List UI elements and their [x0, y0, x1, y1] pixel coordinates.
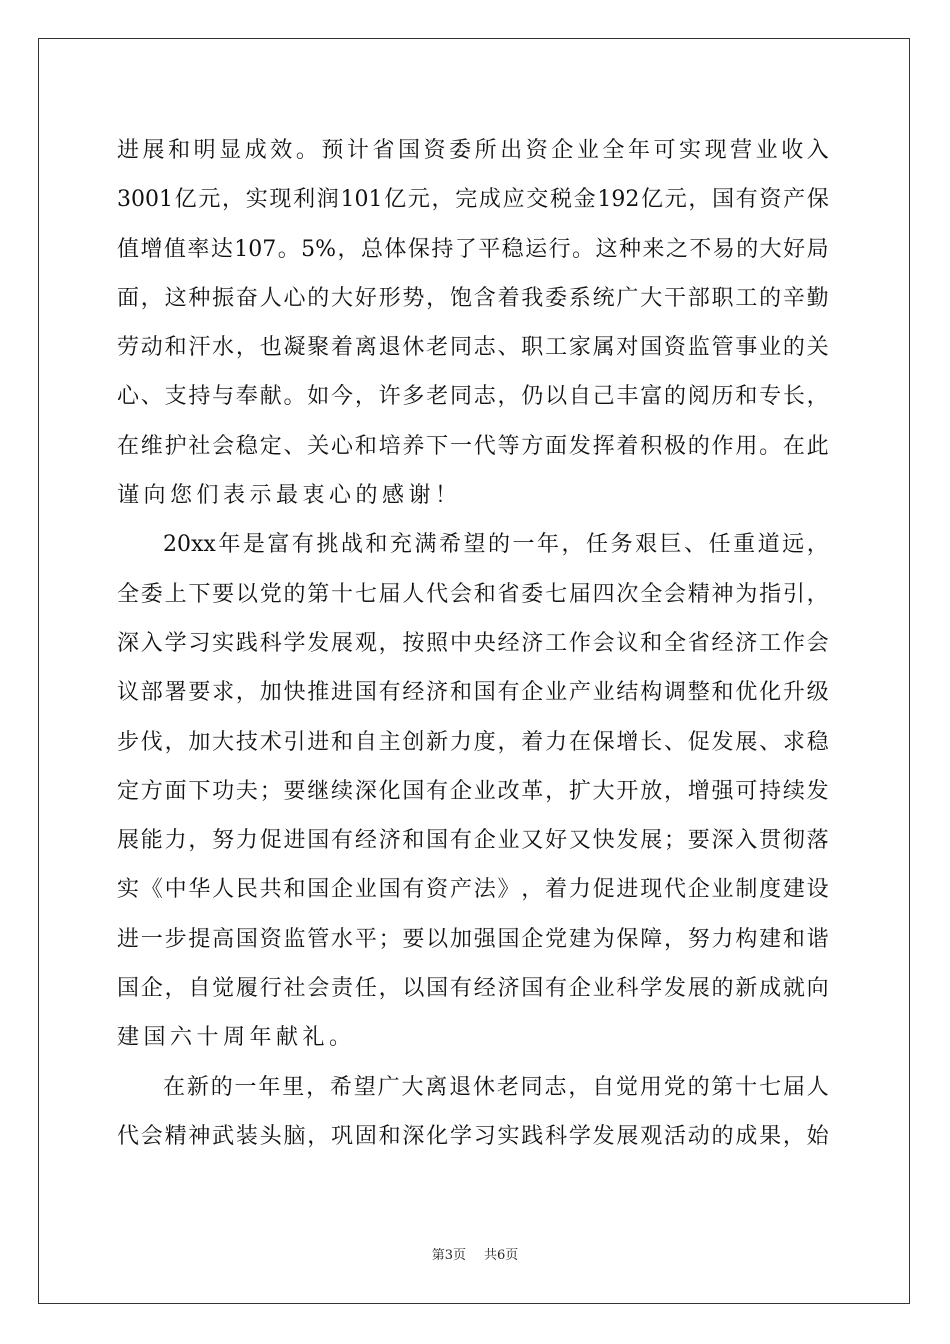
text-line: 国 企 ， 自 觉 履 行 社 会 责 任 ， 以 国 有 经 济 国 有 企 业 科 学 发 展 的 新 成 就 向 [117, 976, 829, 1002]
total-page-count: 共6页 [484, 1248, 519, 1263]
text-line: 步 伐 ， 加 大 技 术 引 进 和 自 主 创 新 力 度 ， 着 力 在 保 增 长 、 促 发 展 、 求 稳 [117, 729, 829, 755]
text-line: 进 展 和 明 显 成 效 。 预 计 省 国 资 委 所 出 资 企 业 全 年 可 实 现 营 业 收 入 [117, 138, 829, 163]
text-line: 议 部 署 要 求 ， 加 快 推 进 国 有 经 济 和 国 有 企 业 产 业 结 构 调 整 和 优 化 升 级 [117, 680, 829, 706]
document-body [117, 126, 829, 1161]
text-line: 心 、 支 持 与 奉 献 。 如 今 ， 许 多 老 同 志 ， 仍 以 自 己 丰 富 的 阅 历 和 专 长 ， [117, 384, 829, 410]
text-line: 3001 亿 元 ， 实 现 利 润 101 亿 元 ， 完 成 应 交 税 金 192 亿 元 ， 国 有 资 产 保 [117, 187, 829, 213]
text-line: 展 能 力 ， 努 力 促 进 国 有 经 济 和 国 有 企 业 又 好 又 快 发 展 ； 要 深 入 贯 彻 落 [117, 828, 829, 854]
text-line: 进 一 步 提 高 国 资 监 管 水 平 ； 要 以 加 强 国 企 党 建 为 保 障 ， 努 力 构 建 和 谐 [117, 926, 829, 952]
text-line: 建国六十周年献礼。 [117, 1025, 356, 1051]
current-page-number: 第3页 [431, 1248, 466, 1263]
text-line: 在 维 护 社 会 稳 定 、 关 心 和 培 养 下 一 代 等 方 面 发 挥 着 积 极 的 作 用 。 在 此 [117, 433, 829, 459]
text-line: 值 增 值 率 达 107 。 5% ， 总 体 保 持 了 平 稳 运 行 。 这 种 来 之 不 易 的 大 好 局 [117, 236, 829, 262]
text-line: 面 ， 这 种 振 奋 人 心 的 大 好 形 势 ， 饱 含 着 我 委 系 统 广 大 干 部 职 工 的 辛 勤 [117, 285, 829, 311]
text-line: 劳 动 和 汗 水 ， 也 凝 聚 着 离 退 休 老 同 志 、 职 工 家 属 对 国 资 监 管 事 业 的 关 [117, 335, 829, 361]
text-line: 全 委 上 下 要 以 党 的 第 十 七 届 人 代 会 和 省 委 七 届 四 次 全 会 精 神 为 指 引 ， [117, 581, 829, 607]
text-line: 在 新 的 一 年 里 ， 希 望 广 大 离 退 休 老 同 志 ， 自 觉 用 党 的 第 十 七 届 人 [163, 1074, 829, 1100]
page-footer [0, 1246, 950, 1266]
text-line: 谨向您们表示最衷心的感谢！ [117, 483, 462, 509]
text-line: 实 《 中 华 人 民 共 和 国 企 业 国 有 资 产 法 》 ， 着 力 促 进 现 代 企 业 制 度 建 设 [117, 877, 829, 903]
text-line: 定 方 面 下 功 夫 ； 要 继 续 深 化 国 有 企 业 改 革 ， 扩 大 开 放 ， 增 强 可 持 续 发 [117, 778, 829, 804]
text-line: 20xx 年 是 富 有 挑 战 和 充 满 希 望 的 一 年 ， 任 务 艰 巨 、 任 重 道 远 ， [163, 532, 829, 558]
text-line: 深 入 学 习 实 践 科 学 发 展 观 ， 按 照 中 央 经 济 工 作 会 议 和 全 省 经 济 工 作 会 [117, 630, 829, 656]
text-line: 代 会 精 神 武 装 头 脑 ， 巩 固 和 深 化 学 习 实 践 科 学 发 展 观 活 动 的 成 果 ， 始 [117, 1123, 829, 1149]
